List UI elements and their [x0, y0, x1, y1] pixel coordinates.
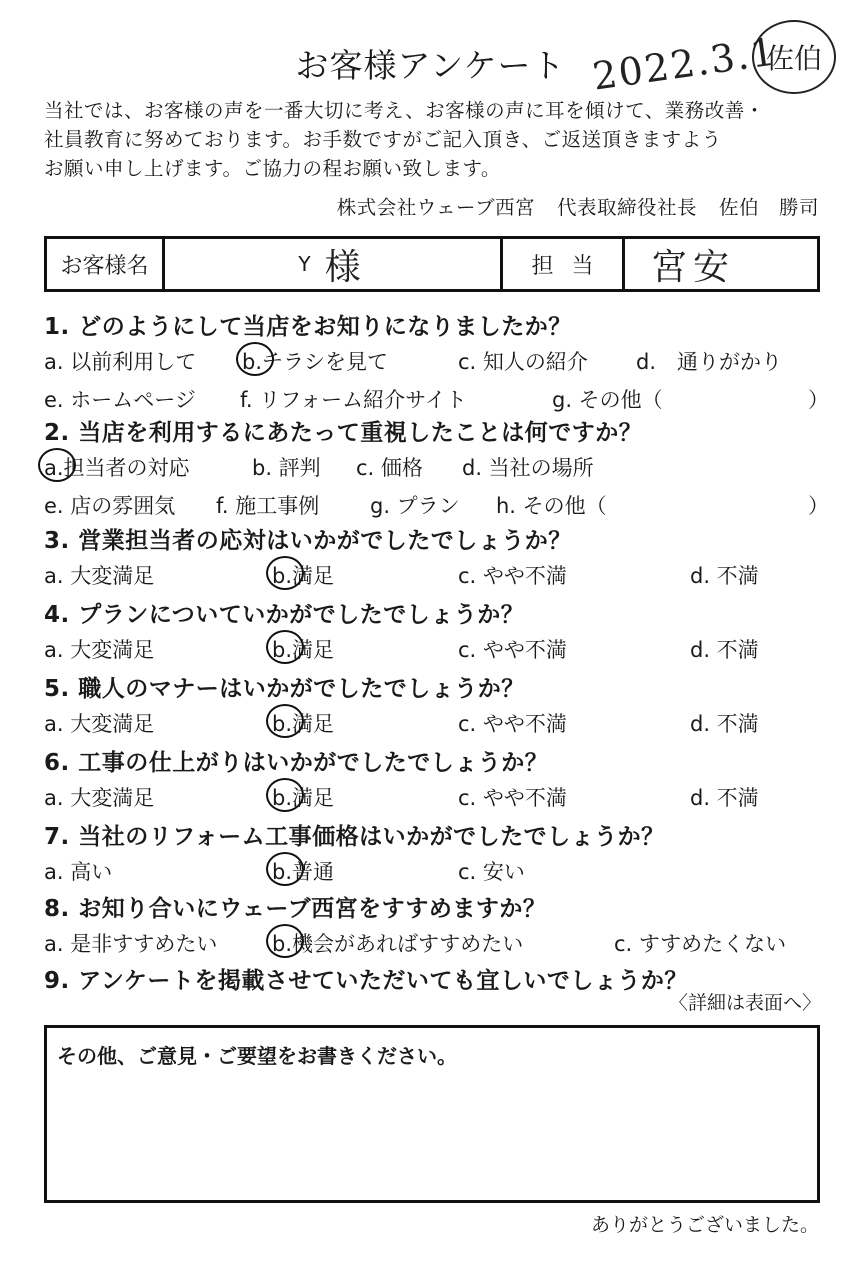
intro-text — [44, 96, 834, 183]
option[interactable]: f. 施工事例 — [216, 494, 320, 518]
option[interactable]: e. ホームページ — [44, 388, 196, 412]
option[interactable]: a. 大変満足 — [44, 712, 155, 736]
option[interactable]: d. 不満 — [690, 712, 759, 736]
customer-name-value: 様 — [324, 246, 367, 288]
question-7-text: 7. 当社のリフォーム工事価格はいかがでしたでしょうか？ — [44, 824, 665, 850]
option[interactable]: c. 知人の紹介 — [458, 350, 588, 374]
question-6-text: 6. 工事の仕上がりはいかがでしたでしょうか？ — [44, 750, 549, 776]
option[interactable]: c. やや不満 — [458, 638, 567, 662]
option[interactable]: d. 不満 — [690, 786, 759, 810]
intro-line: 当社では、お客様の声を一番大切に考え、お客様の声に耳を傾けて、業務改善・ — [44, 99, 765, 122]
staff-field[interactable] — [625, 239, 817, 289]
staff-label: 担当 — [503, 239, 625, 289]
question-7-options — [44, 856, 820, 886]
staff-value: 宮安 — [651, 246, 736, 288]
intro-line: お願い申し上げます。ご協力の程お願い致します。 — [44, 157, 501, 180]
thanks-text: ありがとうございました。 — [590, 1214, 819, 1236]
option[interactable]: f. リフォーム紹介サイト — [240, 388, 467, 412]
question-5-text: 5. 職人のマナーはいかがでしたでしょうか？ — [44, 676, 525, 702]
option[interactable]: c. やや不満 — [458, 712, 567, 736]
details-note: 〈詳細は表面へ〉 — [668, 992, 821, 1014]
option[interactable]: b.普通 — [272, 856, 334, 886]
customer-name-label: お客様名 — [47, 239, 165, 289]
question-3-text: 3. 営業担当者の応対はいかがでしたでしょうか？ — [44, 528, 572, 554]
option[interactable]: d. 当社の場所 — [462, 456, 594, 480]
option[interactable]: c. すすめたくない — [614, 932, 787, 956]
option[interactable]: a.担当者の対応 — [44, 452, 190, 482]
selected-circle-mark — [236, 342, 274, 376]
question-1-text: 1. どのようにして当店をお知りになりましたか？ — [44, 314, 572, 340]
option[interactable]: b.満足 — [272, 634, 334, 664]
option[interactable]: a. 大変満足 — [44, 638, 155, 662]
comment-box[interactable] — [44, 1025, 820, 1203]
survey-title: お客様アンケート — [295, 46, 566, 85]
company-signature — [337, 192, 819, 220]
question-9-text: 9. アンケートを掲載させていただいても宜しいでしょうか？ — [44, 968, 688, 994]
customer-name-field[interactable] — [165, 239, 503, 289]
question-5-options — [44, 708, 820, 738]
question-8-options — [44, 928, 820, 958]
option[interactable]: a. 高い — [44, 860, 113, 884]
option[interactable]: d. 不満 — [690, 564, 759, 588]
option[interactable]: c. やや不満 — [458, 564, 567, 588]
option[interactable]: b.満足 — [272, 782, 334, 812]
stamp-text: 佐伯 — [765, 42, 822, 75]
question-2-options — [44, 452, 820, 482]
option[interactable]: b.満足 — [272, 708, 334, 738]
question-8-text: 8. お知り合いにウェーブ西宮をすすめますか？ — [44, 896, 547, 922]
option[interactable]: h. その他（ — [496, 494, 607, 518]
question-1-options — [44, 346, 820, 376]
option[interactable]: c. 安い — [458, 860, 525, 884]
option[interactable]: a. 大変満足 — [44, 786, 155, 810]
question-1-options — [44, 384, 829, 414]
option[interactable]: g. プラン — [370, 494, 460, 518]
company-role: 代表取締役社長 — [556, 196, 697, 219]
option[interactable]: ） — [808, 494, 829, 518]
company-person: 佐伯 勝司 — [718, 196, 819, 219]
selected-circle-mark — [266, 704, 304, 738]
option[interactable]: ） — [808, 388, 829, 412]
question-2-text: 2. 当店を利用するにあたって重視したことは何ですか？ — [44, 420, 643, 446]
selected-circle-mark — [38, 448, 76, 482]
selected-circle-mark — [266, 630, 304, 664]
selected-circle-mark — [266, 924, 304, 958]
option[interactable]: a. 是非すすめたい — [44, 932, 218, 956]
option[interactable]: c. 価格 — [356, 456, 423, 480]
comment-label: その他、ご意見・ご要望をお書きください。 — [57, 1044, 457, 1068]
option[interactable]: b.満足 — [272, 560, 334, 590]
option[interactable]: e. 店の雰囲気 — [44, 494, 176, 518]
option[interactable]: a. 大変満足 — [44, 564, 155, 588]
selected-circle-mark — [266, 778, 304, 812]
option[interactable]: g. その他（ — [552, 388, 663, 412]
option[interactable]: b.チラシを見て — [242, 346, 388, 376]
customer-initial: Y — [298, 252, 311, 276]
question-3-options — [44, 560, 820, 590]
question-6-options — [44, 782, 820, 812]
question-4-text: 4. プランについていかがでしたでしょうか？ — [44, 602, 525, 628]
company-name: 株式会社ウェーブ西宮 — [336, 196, 535, 219]
option[interactable]: d. 不満 — [690, 638, 759, 662]
option[interactable]: a. 以前利用して — [44, 350, 197, 374]
option[interactable]: c. やや不満 — [458, 786, 567, 810]
handwritten-date: 2022.3.1 — [589, 29, 780, 99]
question-2-options — [44, 490, 829, 520]
intro-line: 社員教育に努めております。お手数ですがご記入頂き、ご返送頂きますよう — [44, 128, 722, 151]
option[interactable]: d. 通りがかり — [636, 350, 783, 374]
selected-circle-mark — [266, 852, 304, 886]
question-4-options — [44, 634, 820, 664]
option[interactable]: b.機会があればすすめたい — [272, 928, 523, 958]
option[interactable]: b. 評判 — [252, 456, 321, 480]
seal-stamp — [752, 20, 836, 94]
selected-circle-mark — [266, 556, 304, 590]
customer-info-table — [44, 236, 820, 292]
